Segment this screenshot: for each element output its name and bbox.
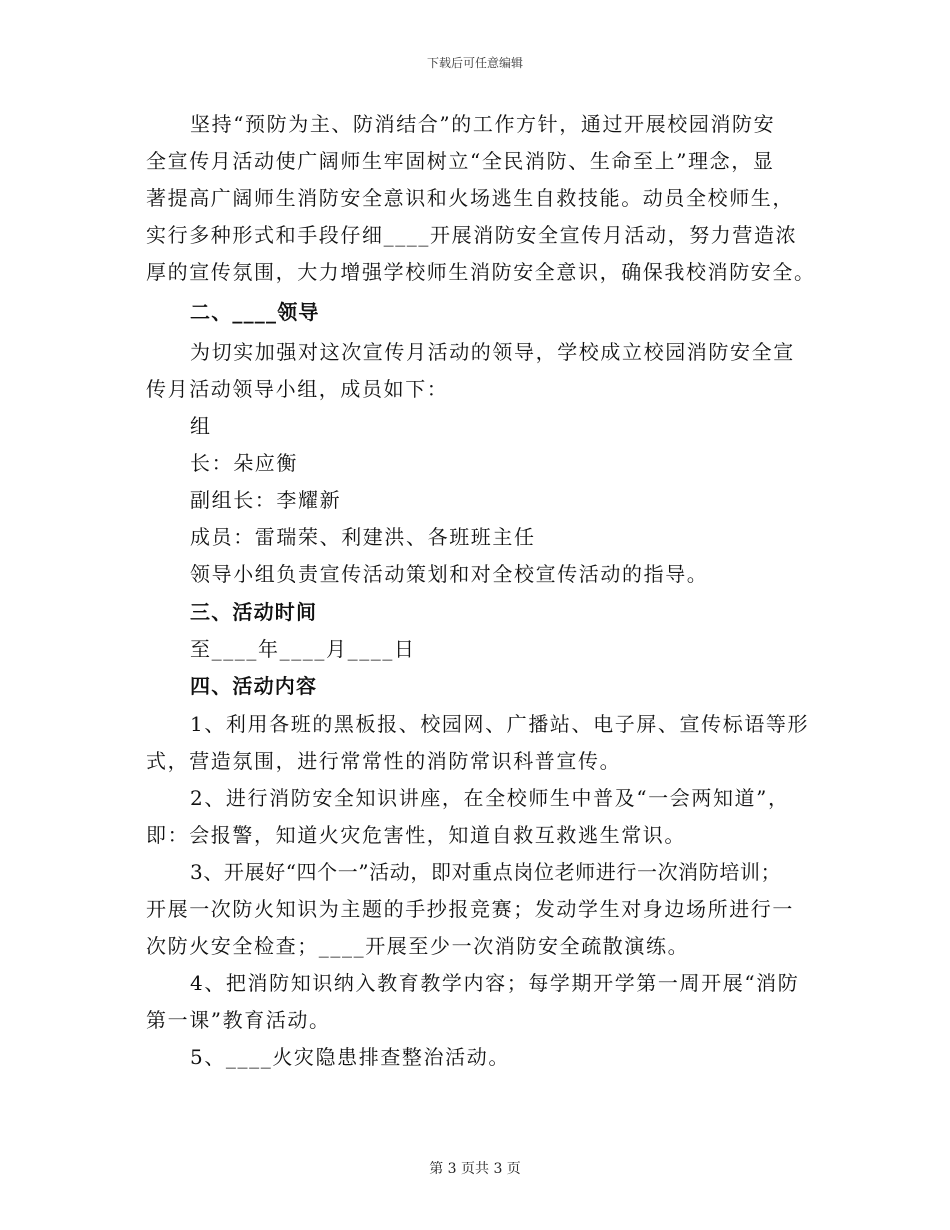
- paragraph-line: 著提高广阔师生消防安全意识和火场逃生自救技能。动员全校师生，: [146, 186, 794, 210]
- paragraph-line: 长：朵应衡: [190, 451, 298, 475]
- paragraph-line: 实行多种形式和手段仔细____开展消防安全宣传月活动，努力营造浓: [146, 223, 798, 247]
- section-heading: 三、活动时间: [190, 600, 318, 624]
- section-heading: 四、活动内容: [190, 674, 318, 698]
- paragraph-line: 组: [190, 414, 212, 438]
- paragraph-line: 副组长：李耀新: [190, 488, 342, 512]
- page-header: 下载后可任意编辑: [426, 56, 523, 70]
- paragraph-line: 坚持“预防为主、防消结合”的工作方针，通过开展校园消防安: [190, 112, 776, 136]
- paragraph-line: 开展一次防火知识为主题的手抄报竞赛；发动学生对身边场所进行一: [146, 897, 794, 921]
- paragraph-line: 4、把消防知识纳入教育教学内容；每学期开学第一周开展“消防: [190, 971, 800, 995]
- paragraph-line: 2、进行消防安全知识讲座，在全校师生中普及“一会两知道”，: [190, 786, 790, 810]
- paragraph-line: 式，营造氛围，进行常常性的消防常识科普宣传。: [146, 749, 622, 773]
- paragraph-line: 传月活动领导小组，成员如下：: [146, 377, 449, 401]
- paragraph-line: 至____年____月____日: [190, 637, 416, 661]
- paragraph-line: 1、利用各班的黑板报、校园网、广播站、电子屏、宣传标语等形: [190, 712, 810, 736]
- page-footer: 第 3 页共 3 页: [429, 1161, 521, 1177]
- paragraph-line: 即：会报警，知道火灾危害性，知道自救互救逃生常识。: [146, 823, 686, 847]
- paragraph-line: 成员：雷瑞荣、利建洪、各班班主任: [190, 525, 536, 549]
- paragraph-line: 5、____火灾隐患排查整治活动。: [190, 1045, 510, 1069]
- paragraph-line: 为切实加强对这次宣传月活动的领导，学校成立校园消防安全宣: [190, 340, 795, 364]
- paragraph-line: 厚的宣传氛围，大力增强学校师生消防安全意识，确保我校消防安全。: [146, 260, 816, 284]
- paragraph-line: 第一课”教育活动。: [146, 1008, 331, 1032]
- paragraph-line: 次防火安全检查；____开展至少一次消防安全疏散演练。: [146, 934, 690, 958]
- section-heading: 二、____领导: [190, 300, 320, 324]
- paragraph-line: 3、开展好“四个一”活动，即对重点岗位老师进行一次消防培训；: [190, 860, 782, 884]
- paragraph-line: 全宣传月活动使广阔师生牢固树立“全民消防、生命至上”理念，显: [146, 149, 775, 173]
- paragraph-line: 领导小组负责宣传活动策划和对全校宣传活动的指导。: [190, 562, 709, 586]
